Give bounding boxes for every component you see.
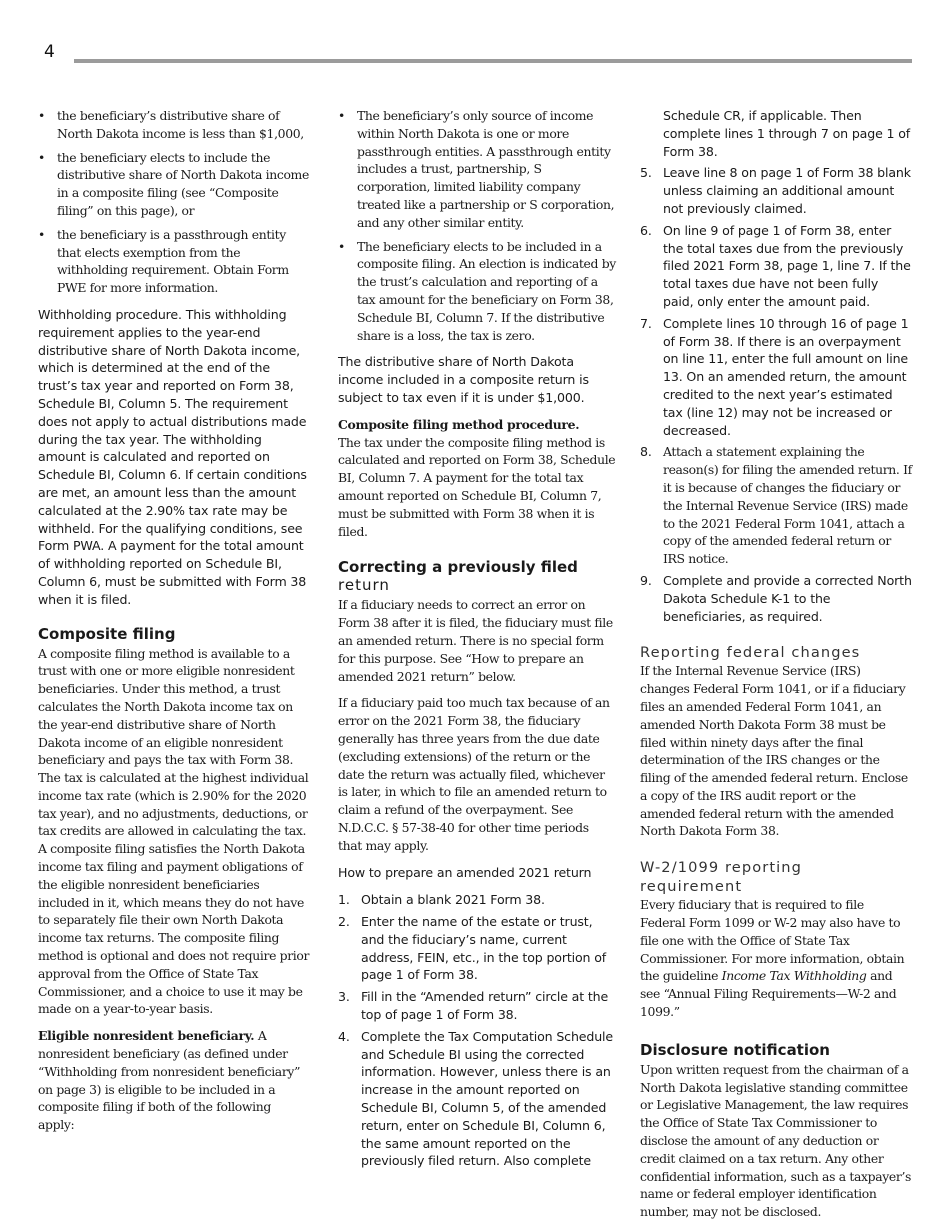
step-text: Complete and provide a corrected North Dakota Schedule K-1 to the beneficiaries, as required.: [663, 572, 912, 624]
eligibility-list: [338, 107, 616, 344]
w2-text-a: Every fiduciary that is required to file Federal Form 1099 or W-2 may also have to file one with the Office of State Tax Commissioner. For more information, obtain the guideline: [640, 897, 905, 984]
step-number: 9.: [640, 572, 652, 588]
step-number: 7.: [640, 315, 652, 331]
step-number: 1.: [338, 892, 350, 908]
list-item: [338, 891, 616, 909]
step-number: 2.: [338, 914, 350, 930]
correcting-heading: [338, 558, 616, 594]
list-item: • The beneficiary elects to be included in a composite filing. An election is indicated by the trust’s calculation and reporting of a tax amount for the beneficiary on Form 38, Schedule BI, Column 7. If the distributive share is a loss, the tax is zero.: [338, 238, 616, 345]
list-item: • the beneficiary elects to include the distributive share of North Dakota income in a composite filing (see “Composite filing” on this page), or: [38, 149, 310, 220]
w2-text-b: and see “Annual Filing Requirements—W-2 and 1099.”: [640, 968, 897, 1020]
step-text: On line 9 of page 1 of Form 38, enter the total taxes due from the previously filed 2021 Form 38, page 1, line 7. If the total taxes due have not been fully paid, only enter the amount paid.: [663, 222, 911, 309]
step-number: 4.: [338, 1028, 350, 1044]
list-item: • The beneficiary’s only source of income within North Dakota is one or more passthrough entities. A passthrough entity includes a trust, partnership, S corporation, limited liability company treated like a partnership or S corporation, and any other similar entity.: [338, 107, 616, 232]
list-item: [338, 1028, 616, 1170]
method-procedure-label: Composite filing method procedure.: [338, 416, 580, 432]
how-to-heading: How to prepare an amended 2021 return: [338, 865, 592, 881]
list-item: • the beneficiary is a passthrough entity that elects exemption from the withholding requirement. Obtain Form PWE for more information.: [38, 226, 310, 297]
list-item: [338, 988, 616, 1024]
step-text: Complete lines 10 through 16 of page 1 of Form 38. If there is an overpayment on line 11, enter the full amount on line 13. On an amended return, the amount credited to the next year’s estimated tax (line 12) may not be increased or decreased.: [663, 315, 909, 438]
exception-list: [38, 107, 310, 297]
w2-heading-line1: W-2/1099 reporting: [640, 859, 803, 877]
correcting-paragraph-2: If a fiduciary paid too much tax because of an error on the 2021 Form 38, the fiduciary generally has three years from the due date (excluding extensions) of the return or the date the return was actually filed, whichever is later, in which to file an amended return to claim a refund of the overpayment. See N.D.C.C. § 57-38-40 for other time periods that may apply.: [338, 695, 610, 853]
eligible-beneficiary-label: Eligible nonresident beneficiary.: [38, 1028, 255, 1044]
list-item: [640, 164, 912, 217]
step-number: 6.: [640, 222, 652, 238]
method-procedure-paragraph: [338, 416, 616, 541]
list-item: • the beneficiary’s distributive share of North Dakota income is less than $1,000,: [38, 107, 310, 143]
step-text: Fill in the “Amended return” circle at the top of page 1 of Form 38.: [361, 989, 609, 1023]
w2-guideline-title: Income Tax Withholding: [721, 968, 867, 984]
step-text: Obtain a blank 2021 Form 38.: [361, 892, 545, 908]
reporting-federal-changes-heading: Reporting federal changes: [640, 644, 861, 662]
list-item: [640, 572, 912, 625]
correcting-heading-line2: return: [338, 576, 390, 595]
step-number: 5.: [640, 165, 652, 181]
withholding-procedure-paragraph: Withholding procedure. This withholding requirement applies to the year-end distributive share of North Dakota income, which is determined at the end of the trust’s tax year and reported on Form 38, Schedule BI, Column 5. The requirement does not apply to actual distributions made during the tax year. The withholding amount is calculated and reported on Schedule BI, Column 6. If certain conditions are met, an amount less than the amount calculated at the 2.90% tax rate may be withheld. For the qualifying conditions, see Form PWA. A payment for the total amount of withholding reported on Schedule BI, Column 6, must be submitted with Form 38 when it is filed.: [38, 306, 307, 607]
header-rule: [74, 59, 912, 63]
eligible-beneficiary-paragraph: [38, 1027, 310, 1134]
correcting-heading-line1: Correcting a previously filed: [338, 558, 578, 577]
disclosure-heading: Disclosure notification: [640, 1040, 830, 1059]
amended-steps-list-continued: [640, 164, 912, 625]
w2-1099-paragraph: [640, 896, 912, 1021]
method-procedure-text: The tax under the composite filing method is calculated and reported on Form 38, Schedule BI, Column 7. A payment for the total tax amount reported on Schedule BI, Column 7, must be submitted with Form 38 when it is filed.: [338, 434, 616, 539]
eligible-beneficiary-text: A nonresident beneficiary (as defined under “Withholding from nonresident beneficiary” on page 3) is eligible to be included in a composite filing if both of the following apply:: [38, 1028, 301, 1133]
w2-heading-line2: requirement: [640, 878, 743, 896]
correcting-paragraph-1: If a fiduciary needs to correct an error on Form 38 after it is filed, the fiduciary must file an amended return. There is no special form for this purpose. See “How to prepare an amended 2021 return” below.: [338, 597, 613, 684]
reporting-federal-changes-paragraph: If the Internal Revenue Service (IRS) changes Federal Form 1041, or if a fiduciary files an amended Federal Form 1041, an amended North Dakota Form 38 must be filed within ninety days after the final determination of the IRS changes or the filing of the amended federal return. Enclose a copy of the IRS audit report or the amended federal return with the amended North Dakota Form 38.: [640, 663, 908, 839]
list-item: [640, 222, 912, 311]
step-text: Enter the name of the estate or trust, and the fiduciary’s name, current address, FEIN, etc., in the top portion of page 1 of Form 38.: [361, 914, 607, 983]
list-item: [640, 443, 912, 568]
column-1: [38, 107, 310, 1143]
step4-continued: Schedule CR, if applicable. Then complete lines 1 through 7 on page 1 of Form 38.: [663, 108, 911, 159]
step-text: Leave line 8 on page 1 of Form 38 blank unless claiming an additional amount not previously claimed.: [663, 165, 911, 216]
step-text: Complete the Tax Computation Schedule and Schedule BI using the corrected information. However, unless there is an increase in the amount reported on Schedule BI, Column 5, of the amended return, enter on Schedule BI, Column 6, the same amount reported on the previously filed return. Also complete: [361, 1028, 613, 1169]
composite-filing-paragraph: A composite filing method is available to a trust with one or more eligible nonresident beneficiaries. Under this method, a trust calculates the North Dakota income tax on the year-end distributive share of North Dakota income of an eligible nonresident beneficiary and pays the tax with Form 38. The tax is calculated at the highest individual income tax rate (which is 2.90% for the 2020 tax year), and no adjustments, deductions, or tax credits are allowed in calculating the tax. A composite filing satisfies the North Dakota income tax filing and payment obligations of the eligible nonresident beneficiaries included in it, which means they do not have to separately file their own North Dakota income tax returns. The composite filing method is optional and does not require prior approval from the Office of State Tax Commissioner, and a choice to use it may be made on a year-to-year basis.: [38, 645, 310, 1017]
disclosure-paragraph: Upon written request from the chairman of a North Dakota legislative standing committee or Legislative Management, the law requires the Office of State Tax Commissioner to disclose the amount of any deduction or credit claimed on a tax return. Any other confidential information, such as a taxpayer’s name or federal employer identification number, may not be disclosed.: [640, 1061, 912, 1220]
w2-1099-heading: [640, 858, 912, 896]
list-item: [640, 315, 912, 440]
step-number: 3.: [338, 989, 350, 1005]
list-item: [338, 913, 616, 984]
step-number: 8.: [640, 444, 652, 460]
column-3: [640, 107, 912, 1230]
amended-steps-list: [338, 891, 616, 1170]
distributive-share-paragraph: The distributive share of North Dakota income included in a composite return is subject to tax even if it is under $1,000.: [338, 354, 589, 405]
composite-filing-heading: Composite filing: [38, 624, 176, 643]
step-text: Attach a statement explaining the reason(s) for filing the amended return. If it is because of changes the fiduciary or the Internal Revenue Service (IRS) made to the 2021 Federal Form 1041, attach a copy of the amended federal return or IRS notice.: [663, 444, 912, 567]
page-number: 4: [44, 42, 55, 62]
column-2: [338, 107, 616, 1179]
